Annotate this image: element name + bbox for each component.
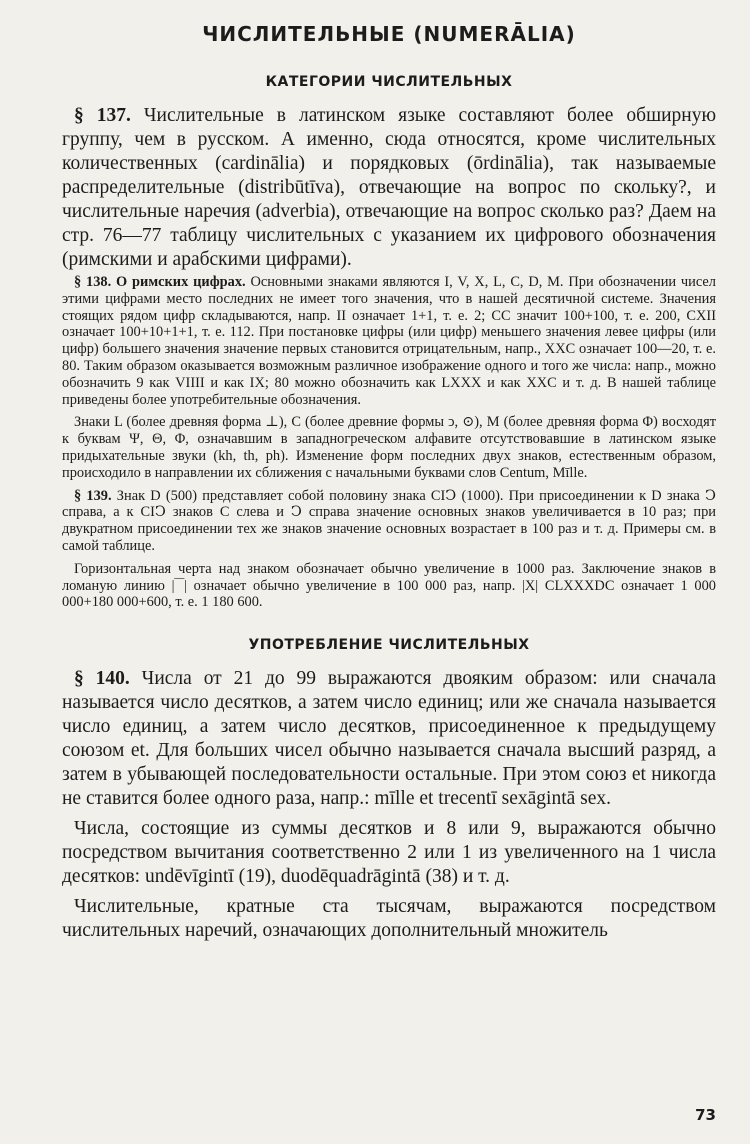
paragraph-text: Числа, состоящие из суммы десятков и 8 или 9, выражаются обычно посредством вычитания соответственно 2 или 1 из увеличенного на 1 числа десятков: undēvīgintī (19), duodēquadrāgintā (38) и т. д. bbox=[62, 818, 716, 888]
paragraph-text: Основными знаками являются I, V, X, L, C, D, M. При обозначении чисел этими цифрами место последних не имеет того значения, что в нашей десятичной системе. Значения стоящих рядом цифр складываются, напр. II означает 1+1, т. е. 2; CC значит 100+100, т. е. 200, CXII означает 100+10+1+1, т. е. 112. При постановке цифры (или цифр) меньшего значения левее цифры (или цифр) большего значения значение первых становится отрицательным, напр., XXC означает 100—20, т. е. 80. Таким образом оказывается возможным различное изображение одного и того же числа: напр., можно обозначить 9 как VIIII и как IX; 80 можно обозначить как LXXX и как XXC и т. д. В нашей таблице приведены более употребительные обозначения. bbox=[62, 274, 716, 408]
paragraph-140-subtraction bbox=[62, 817, 716, 889]
paragraph-139 bbox=[62, 488, 716, 555]
paragraph-text: Числительные в латинском языке составляют более обширную группу, чем в русском. А именно, сюда относятся, кроме числительных количественных (cardinālia) и порядковых (ōrdinālia), так называемые распределительные (distribūtīva), отвечающие на вопрос по скольку?, и числительные наречия (adverbia), отвечающие на вопрос сколько раз? Даем на стр. 76—77 таблицу числительных с указанием их цифрового обозначения (римскими и арабскими цифрами). bbox=[62, 105, 717, 270]
page-content bbox=[62, 18, 716, 943]
paragraph-text: Числительные, кратные ста тысячам, выражаются посредством числительных наречий, означающих дополнительный множитель bbox=[62, 896, 716, 942]
chapter-title: ЧИСЛИТЕЛЬНЫЕ (NUMERĀLIA) bbox=[202, 22, 576, 46]
page-number: 73 bbox=[695, 1106, 716, 1124]
paragraph-number: § 139. bbox=[74, 487, 112, 504]
paragraph-139-bar bbox=[62, 561, 716, 611]
paragraph-140 bbox=[62, 667, 716, 811]
paragraph-text: Горизонтальная черта над знаком обозначает обычно увеличение в 1000 раз. Заключение знаков в ломаную линию |‾‾| означает обычно увеличение в 100 000 раз, напр. |X| CLXXXDC означает 1 000 000+180 000+600, т. е. 1 180 600. bbox=[62, 560, 716, 611]
paragraph-text: Знак D (500) представляет собой половину знака CIↃ (1000). При присоединении к D знака Ↄ справа, а к CIↃ знаков C слева и Ↄ справа значение основных знаков увеличивается в 10 раз; при двукратном присоединении тех же знаков значение основных возрастает в 100 раз и т. д. Примеры см. в самой таблице. bbox=[62, 487, 716, 554]
paragraph-number: § 138. О римских цифрах. bbox=[74, 274, 246, 290]
paragraph-text: Знаки L (более древняя форма ⊥), C (более древние формы ↄ, ⊙), M (более древняя форма Φ) восходят к буквам Ψ, Θ, Φ, означавшим в западногреческом алфавите отсутствовавшие в латинском языке придыхательные звуки (kh, th, ph). Изменение форм последних двух знаков, естественным образом, происходило в направлении их сближения с начальными буквами слов Centum, Mīlle. bbox=[62, 414, 716, 481]
paragraph-text: Числа от 21 до 99 выражаются двояким образом: или сначала называется число десятков, а затем число единиц; или же сначала называется число единиц, а затем число десятков, присоединенное к предыдущему союзом et. Для больших чисел обычно называется сначала высший разряд, а затем в убывающей последовательности остальные. При этом союз et никогда не ставится более одного раза, напр.: mīlle et trecentī sexāgintā sex. bbox=[62, 668, 716, 810]
section-heading-usage: УПОТРЕБЛЕНИЕ ЧИСЛИТЕЛЬНЫХ bbox=[248, 637, 530, 654]
paragraph-140-multiples bbox=[62, 895, 716, 943]
paragraph-number: § 137. bbox=[74, 105, 131, 126]
paragraph-138 bbox=[62, 274, 716, 408]
section-heading-categories: КАТЕГОРИИ ЧИСЛИТЕЛЬНЫХ bbox=[265, 74, 513, 90]
paragraph-137 bbox=[62, 104, 716, 272]
paragraph-number: § 140. bbox=[74, 668, 130, 690]
paragraph-138-signs bbox=[62, 414, 716, 481]
